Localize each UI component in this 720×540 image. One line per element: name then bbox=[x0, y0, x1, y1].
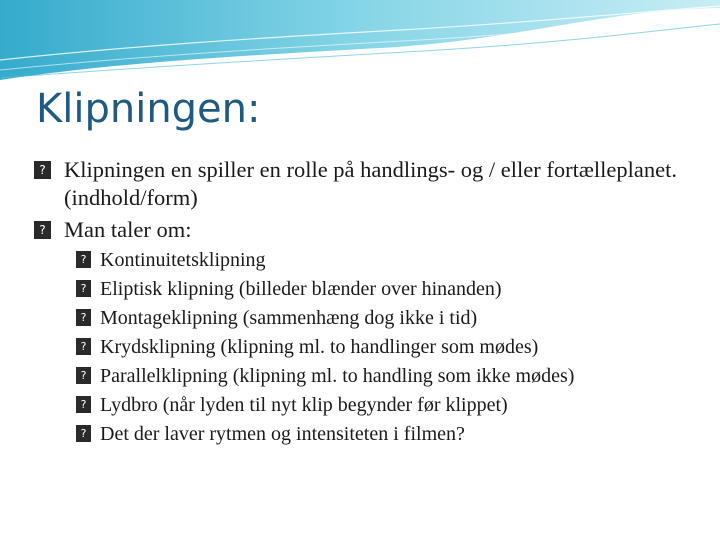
header-wave-decoration bbox=[0, 0, 720, 90]
missing-glyph-bullet-icon: ? bbox=[76, 309, 91, 326]
sub-bullet-text: Parallelklipning (klipning ml. to handling som ikke mødes) bbox=[100, 365, 575, 387]
sub-bullet-text: Montageklipning (sammenhæng dog ikke i tid) bbox=[100, 307, 478, 329]
sub-bullet-text: Krydsklipning (klipning ml. to handlinger som mødes) bbox=[100, 336, 539, 358]
sub-bullet-text: Eliptisk klipning (billeder blænder over hinanden) bbox=[100, 278, 502, 300]
sub-bullet-item bbox=[76, 248, 694, 272]
sub-bullet-item bbox=[76, 422, 694, 446]
missing-glyph-bullet-icon: ? bbox=[34, 221, 51, 239]
missing-glyph-bullet-icon: ? bbox=[76, 396, 91, 413]
sub-bullet-item bbox=[76, 335, 694, 359]
sub-bullet-item bbox=[76, 364, 694, 388]
sub-bullet-text: Lydbro (når lyden til nyt klip begynder før klippet) bbox=[100, 394, 508, 416]
missing-glyph-bullet-icon: ? bbox=[76, 280, 91, 297]
sub-bullet-text: Kontinuitetsklipning bbox=[100, 249, 266, 271]
sub-bullet-item bbox=[76, 393, 694, 417]
missing-glyph-bullet-icon: ? bbox=[76, 425, 91, 442]
bullet-item bbox=[34, 216, 694, 244]
slide-body bbox=[34, 156, 694, 451]
missing-glyph-bullet-icon: ? bbox=[76, 367, 91, 384]
missing-glyph-bullet-icon: ? bbox=[34, 161, 51, 179]
bullet-text: Klipningen en spiller en rolle på handlings- og / eller fortælleplanet. (indhold/form) bbox=[64, 157, 677, 210]
sub-bullet-item bbox=[76, 306, 694, 330]
bullet-item bbox=[34, 156, 694, 212]
missing-glyph-bullet-icon: ? bbox=[76, 338, 91, 355]
missing-glyph-bullet-icon: ? bbox=[76, 251, 91, 268]
bullet-text: Man taler om: bbox=[64, 217, 192, 242]
slide-title: Klipningen: bbox=[36, 86, 261, 132]
sub-bullet-text: Det der laver rytmen og intensiteten i filmen? bbox=[100, 423, 465, 445]
sub-bullet-item bbox=[76, 277, 694, 301]
